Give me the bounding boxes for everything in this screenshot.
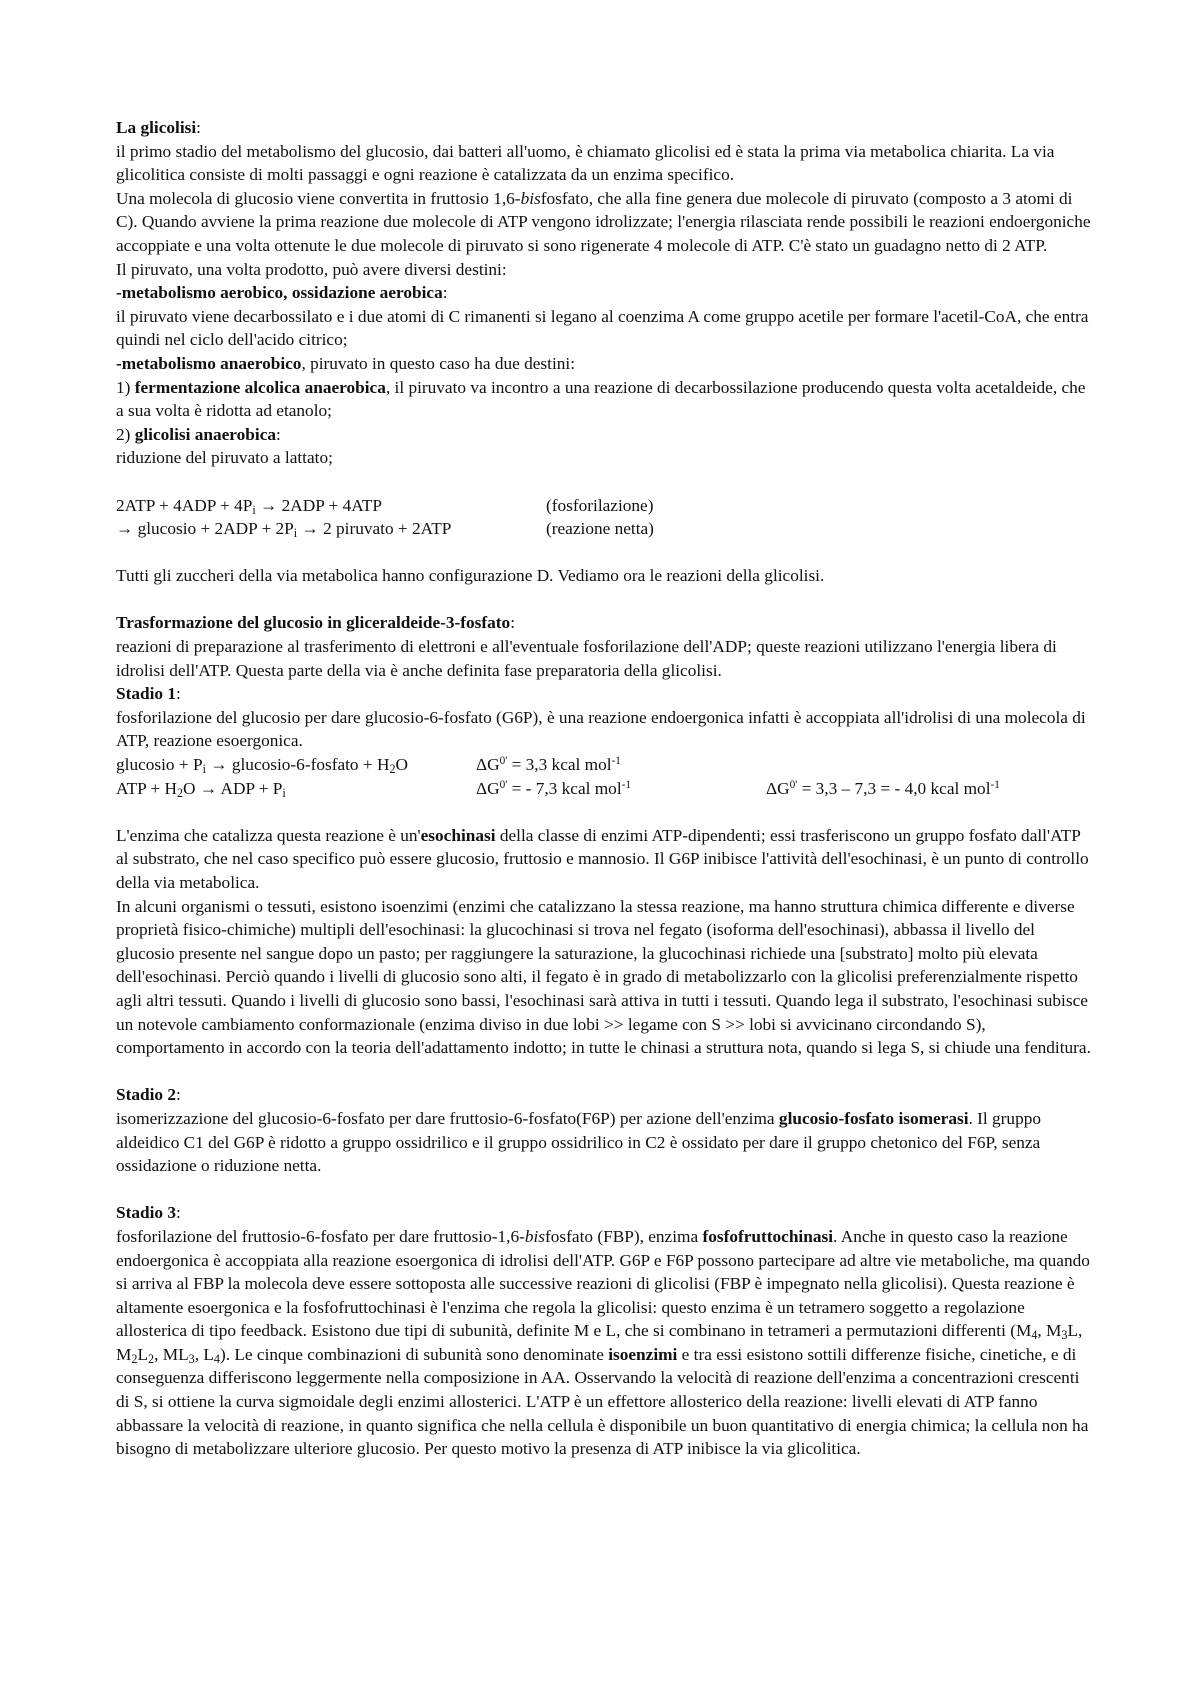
paragraph: reazioni di preparazione al trasferimento di elettroni e all'eventuale fosforilazione dell'ADP; queste reazioni utilizzano l'energia libera di idrolisi dell'ATP. Questa parte della via è anche definita fase preparatoria della glicolisi. xyxy=(116,637,1057,680)
stage-title: Stadio 2 xyxy=(116,1085,177,1105)
paragraph: riduzione del piruvato a lattato; xyxy=(116,448,333,468)
delta-g: $\Delta G^{0'} = 3,3$ kcal mol$^{-1}$ xyxy=(476,754,621,775)
bold-term: esochinasi xyxy=(420,825,496,845)
paragraph: isomerizzazione del glucosio-6-fosfato per dare fruttosio-6-fosfato(F6P) per azione dell'enzima glucosio-fosfato isomerasi. Il gruppo aldeidico C1 del G6P è ridotto a gruppo ossidrilico e il gruppo ossidrilico in C2 è ossidato per dare il gruppo chetonico del F6P, senza ossidazione o riduzione netta. xyxy=(116,1108,1041,1176)
paragraph: -metabolismo anaerobico, piruvato in questo caso ha due destini: xyxy=(116,353,576,373)
paragraph: il piruvato viene decarbossilato e i due atomi di C rimanenti si legano al coenzima A come gruppo acetile per formare l'acetil-CoA, che entra quindi nel ciclo dell'acido citrico; xyxy=(116,306,1089,350)
bold-term: fermentazione alcolica anaerobica xyxy=(134,377,386,397)
reaction-row xyxy=(116,777,1096,801)
bold-term: glicolisi anaerobica xyxy=(134,424,277,444)
paragraph: 2) glicolisi anaerobica: xyxy=(116,424,281,444)
paragraph: Il piruvato, una volta prodotto, può avere diversi destini: xyxy=(116,259,507,279)
equation-note: (fosforilazione) xyxy=(546,495,654,515)
bold-heading-line: -metabolismo aerobico, ossidazione aerobica: xyxy=(116,283,448,303)
equation-row xyxy=(116,494,1096,518)
equation-row xyxy=(116,517,1096,541)
bold-term: isoenzimi xyxy=(608,1344,678,1364)
stage-title: Stadio 1 xyxy=(116,684,177,704)
paragraph: fosforilazione del glucosio per dare glucosio-6-fosfato (G6P), è una reazione endoergonica infatti è accoppiata all'idrolisi di una molecola di ATP, reazione esoergonica. xyxy=(116,707,1086,751)
paragraph: L'enzima che catalizza questa reazione è un'esochinasi della classe di enzimi ATP-dipendenti; essi trasferiscono un gruppo fosfato dall'ATP al substrato, che nel caso specifico può essere glucosio, fruttosio e mannosio. Il G6P inibisce l'attività dell'esochinasi, è un punto di controllo della via metabolica. xyxy=(116,825,1089,892)
bold-heading: -metabolismo anaerobico xyxy=(116,353,302,373)
paragraph: Una molecola di glucosio viene convertita in fruttosio 1,6-bisfosfato, che alla fine genera due molecole di piruvato (composto a 3 atomi di C). Quando avviene la prima reazione due molecole di ATP vengono idrolizzate; l'energia rilasciata rende possibili le reazioni endoergoniche accoppiate e una volta ottenute le due molecole di piruvato si sono rigenerate 4 molecole di ATP. C'è stato un guadagno netto di 2 ATP. xyxy=(116,188,1091,255)
bold-term: fosfofruttochinasi xyxy=(702,1226,834,1246)
paragraph: 1) fermentazione alcolica anaerobica, il piruvato va incontro a una reazione di decarbossilazione producendo questa volta acetaldeide, che a sua volta è ridotta ad etanolo; xyxy=(116,377,1086,421)
stage-title: Stadio 3 xyxy=(116,1203,177,1223)
equation: → glucosio + $2ADP + 2P_i \to 2$ piruvato + 2ATP xyxy=(116,519,452,541)
stage-title-line: Stadio 1: xyxy=(116,684,181,704)
paragraph: fosforilazione del fruttosio-6-fosfato per dare fruttosio-1,6-bisfosfato (FBP), enzima fosfofruttochinasi. Anche in questo caso la reazione endoergonica è accoppiata alla reazione esoergonica di idrolisi dell'ATP. G6P e F6P possono partecipare ad altre vie metaboliche, ma quando si arriva al FBP la molecola deve essere sottoposta alle successive reazioni di glicolisi (FBP è impegnato nella glicolisi). Questa reazione è altamente esoergonica e la fosfofruttochinasi è l'enzima che regola la glicolisi: questo enzima è un tetramero soggetto a regolazione allosterica di tipo feedback. Esistono due tipi di subunità, definite M e L, che si combinano in tetrameri a permutazioni differenti ($M_4$, $M_3L$, $M_2L_2$, $ML_3$, $L_4$). Le cinque combinazioni di subunità sono denominate isoenzimi e tra essi esistono sottili differenze fisiche, cinetiche, e di conseguenza differiscono leggermente nella composizione in AA. Osservando la velocità di reazione dell'enzima a concentrazioni crescenti di S, si ottiene la curva sigmoidale degli enzimi allosterici. L'ATP è un effettore allosterico della reazione: livelli elevati di ATP fanno abbassare la velocità di reazione, in quanto significa che nella cellula è disponibile un buon quantitativo di energia chimica; la cellula non ha bisogno di metabolizzare ulteriore glucosio. Per questo motivo la presenza di ATP inibisce la via glicolitica. xyxy=(116,1226,1090,1459)
section-title-line: La glicolisi: xyxy=(116,118,201,137)
paragraph: il primo stadio del metabolismo del glucosio, dai batteri all'uomo, è chiamato glicolisi ed è stata la prima via metabolica chiarita. La via glicolitica consiste di molti passaggi e ogni reazione è catalizzata da un enzima specifico. xyxy=(116,141,1055,185)
bold-term: glucosio-fosfato isomerasi xyxy=(778,1108,969,1128)
reaction-row xyxy=(116,753,1096,777)
section-title-line: Trasformazione del glucosio in gliceraldeide-3-fosfato: xyxy=(116,613,516,633)
delta-g: $\Delta G^{0'}$ = - 7,3 kcal mol$^{-1}$ xyxy=(476,778,631,798)
delta-g-total: $\Delta G^{0'} = 3,3 - 7,3$ = - 4,0 kcal mol$^{-1}$ xyxy=(766,778,1000,798)
reaction: ATP + $H_2O$ → ADP + $P_i$ xyxy=(116,778,286,800)
document-page xyxy=(116,116,1096,1461)
paragraph: Tutti gli zuccheri della via metabolica hanno configurazione D. Vediamo ora le reazioni della glicolisi. xyxy=(116,566,825,586)
reaction: glucosio + $P_i$ → glucosio-6-fosfato + $H_2O$ xyxy=(116,755,408,777)
stage-title-line: Stadio 3: xyxy=(116,1203,181,1223)
section-title: Trasformazione del glucosio in gliceraldeide-3-fosfato xyxy=(116,613,511,633)
section-title: La glicolisi xyxy=(116,118,197,137)
paragraph: In alcuni organismi o tessuti, esistono isoenzimi (enzimi che catalizzano la stessa reazione, ma hanno struttura chimica differente e diverse proprietà fisico-chimiche) multipli dell'esochinasi: la glucochinasi si trova nel fegato (isoforma dell'esochinasi), abbassa il livello del glucosio presente nel sangue dopo un pasto; per raggiungere la saturazione, la glucochinasi richiede una [substrato] molto più elevata dell'esochinasi. Perciò quando i livelli di glucosio sono alti, il fegato è in grado di metabolizzarlo con la glicolisi preferenzialmente rispetto agli altri tessuti. Quando i livelli di glucosio sono bassi, l'esochinasi sarà attiva in tutti i tessuti. Quando lega il substrato, l'esochinasi subisce un notevole cambiamento conformazionale (enzima diviso in due lobi >> legame con S >> lobi si avvicinano circondando S), comportamento in accordo con la teoria dell'adattamento indotto; in tutte le chinasi a struttura nota, quando si lega S, si chiude una fenditura. xyxy=(116,896,1091,1058)
equation: $2ATP + 4ADP + 4P_i \to 2ADP + 4ATP$ xyxy=(116,495,382,517)
stage-title-line: Stadio 2: xyxy=(116,1085,181,1105)
bold-heading: -metabolismo aerobico, ossidazione aerobica xyxy=(116,283,443,303)
equation-note: (reazione netta) xyxy=(546,519,654,539)
